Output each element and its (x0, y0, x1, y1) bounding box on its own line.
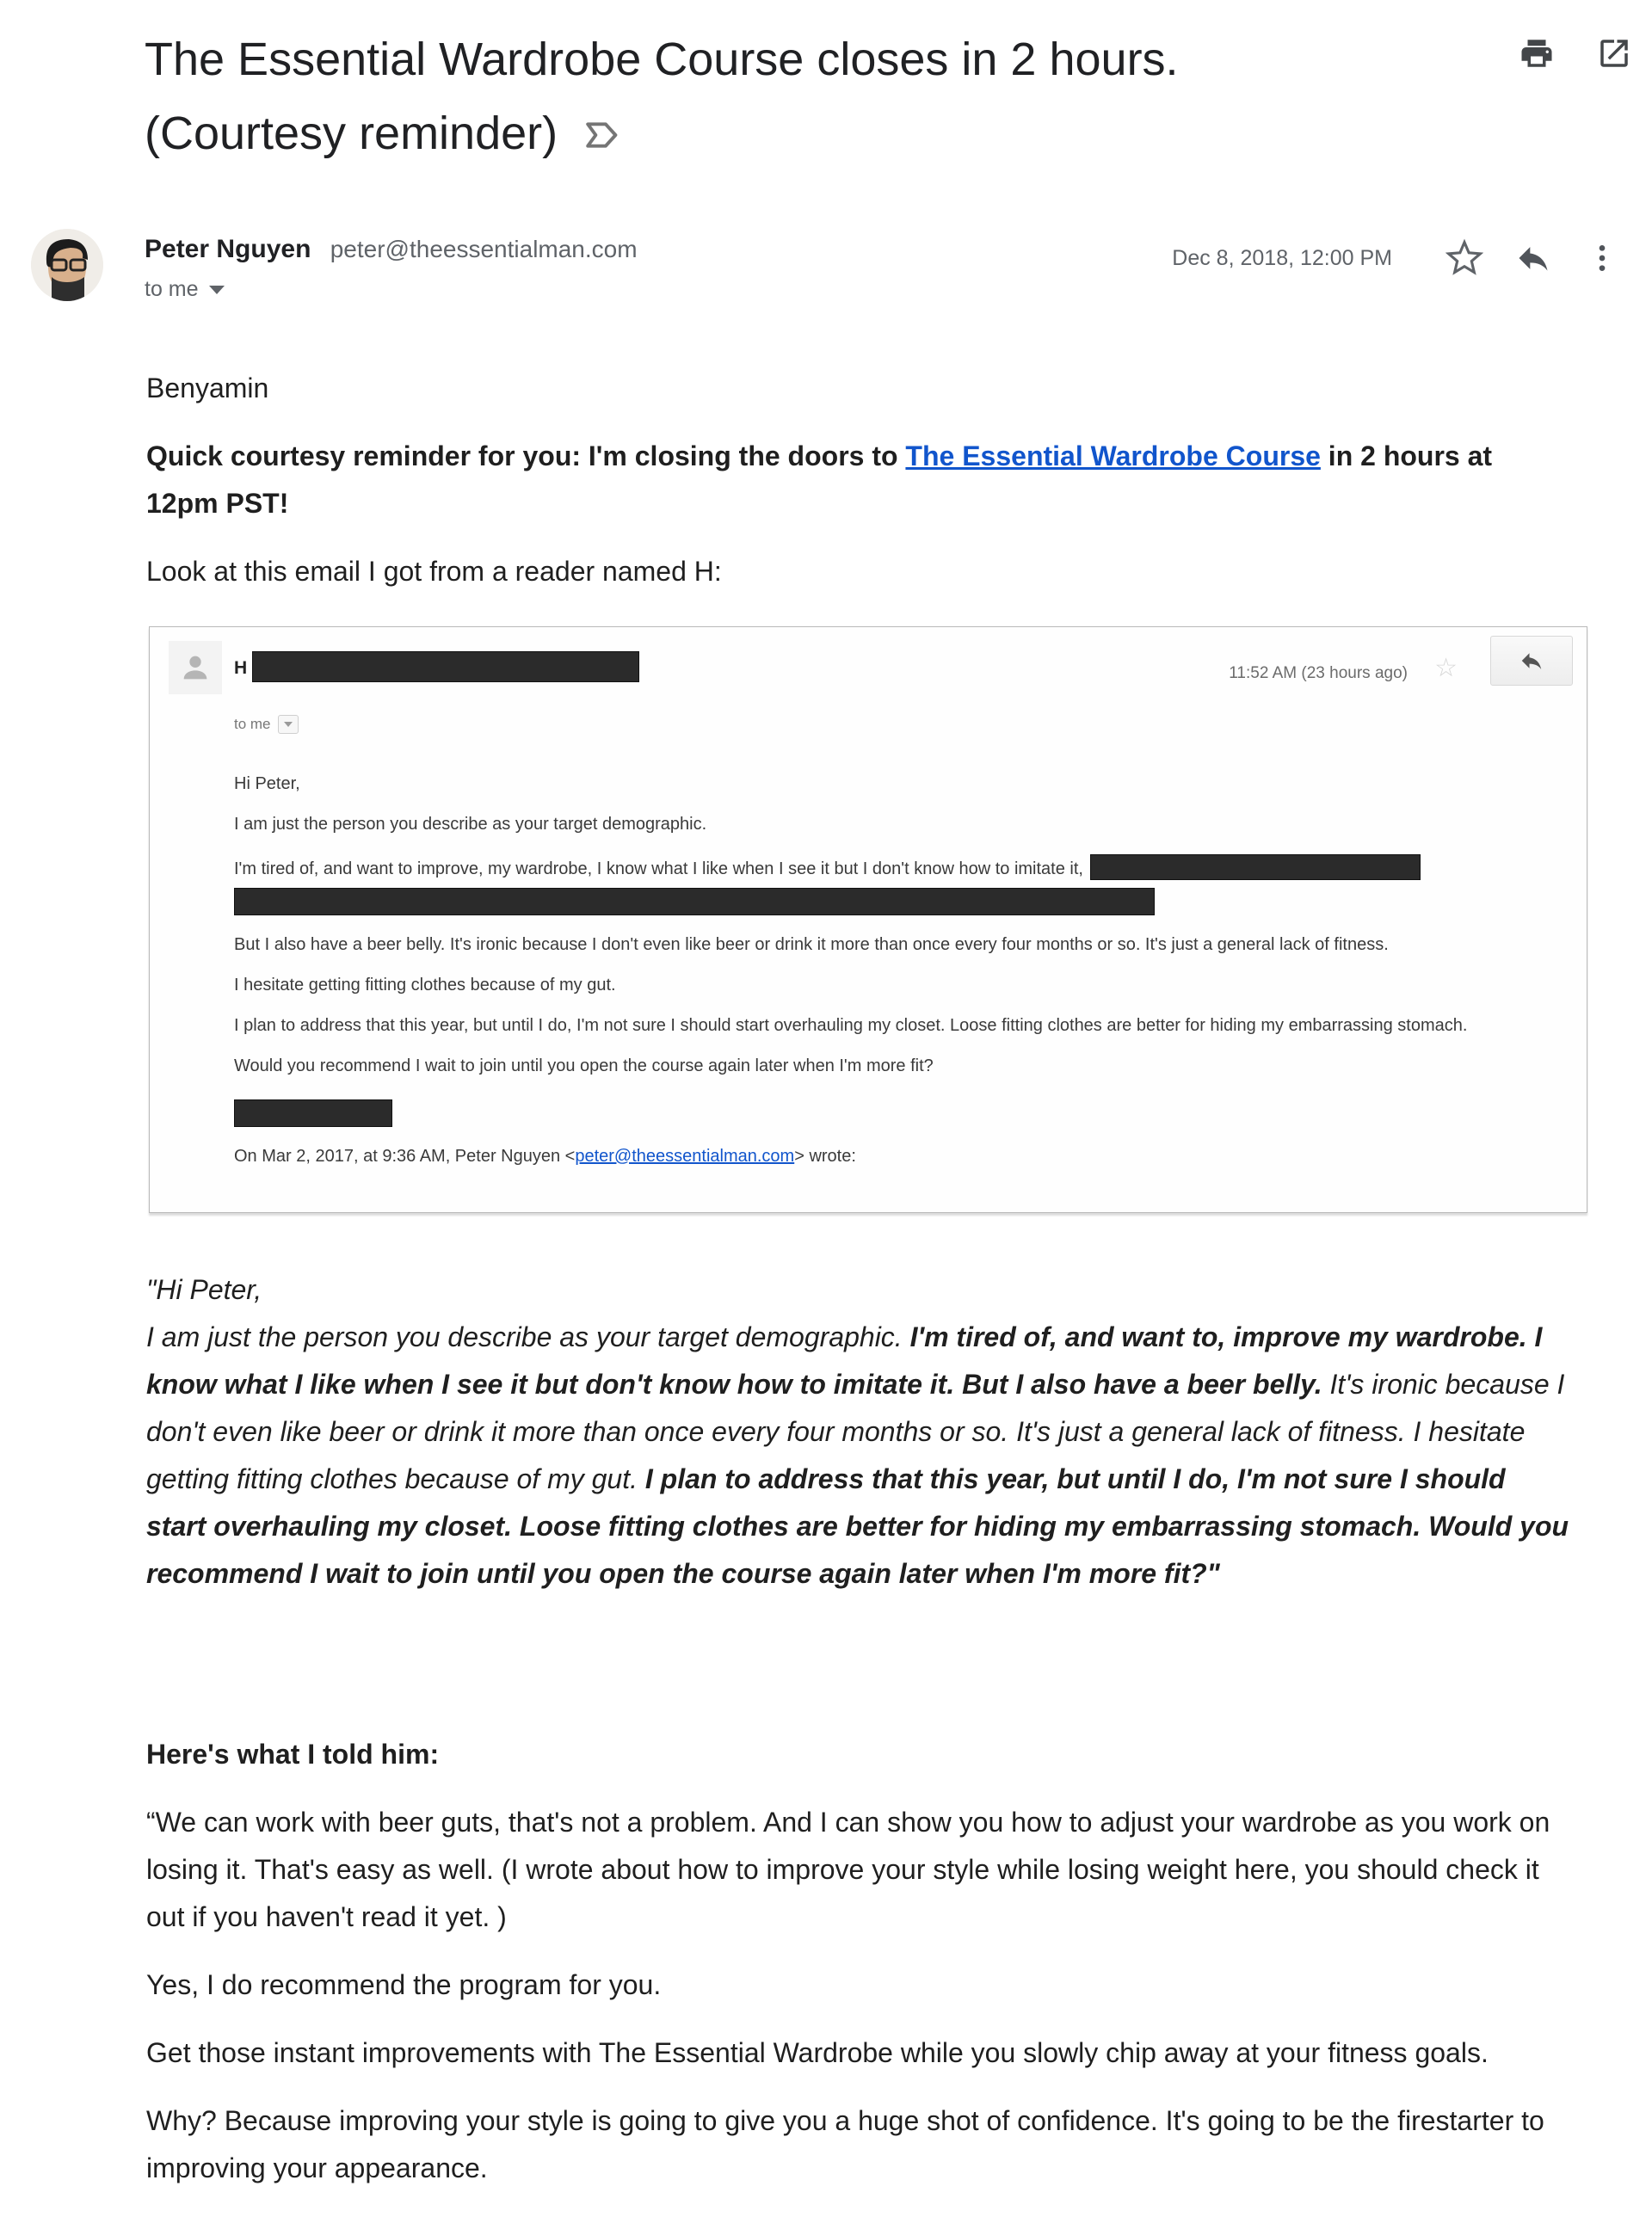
quote-seg-3: I'm tired of, and want to, improve my wardrobe. I know what I like when I see it but don't know how to imitate it. But I also have a beer belly. (146, 1321, 1543, 1400)
reminder-paragraph (146, 433, 1571, 527)
screenshot-time: 11:52 AM (23 hours ago) (1229, 664, 1408, 682)
reminder-text-after: in 2 hours at 12pm PST! (146, 440, 1493, 519)
screenshot-star-icon: ☆ (1434, 654, 1458, 682)
sender-block (145, 234, 638, 302)
reply-p1: “We can work with beer guts, that's not a problem. And I can show you how to adjust your wardrobe as you work on losing it. That's easy as well. (I wrote about how to improve your style while losing weight here, you should check it out if you haven't read it yet. ) (146, 1807, 1550, 1932)
screenshot-sender-initial: H (234, 658, 248, 678)
screenshot-p2: I am just the person you describe as your target demographic. (234, 815, 707, 834)
chevron-down-icon (209, 286, 225, 294)
reply-p4: Why? Because improving your style is going to give you a huge shot of confidence. It's going to be the firestarter to improving your appearance. (146, 2105, 1544, 2183)
reminder-text-before: Quick courtesy reminder for you: I'm closing the doors to (146, 440, 906, 471)
look-line: Look at this email I got from a reader named H: (146, 556, 722, 587)
screenshot-p6: I plan to address that this year, but until I do, I'm not sure I should start overhauling my closet. Loose fitting clothes are better for hiding my embarrassing stomach. (234, 1016, 1468, 1035)
label-icon (580, 100, 620, 174)
screenshot-to-label: to me (234, 716, 271, 732)
star-icon[interactable] (1446, 239, 1483, 277)
subject-actions (1518, 34, 1633, 72)
redaction-bar-name (252, 651, 639, 682)
email-body (146, 344, 1571, 2213)
quote-seg-1: "Hi Peter, (146, 1274, 262, 1305)
header-actions (1172, 239, 1637, 277)
screenshot-p5: I hesitate getting fitting clothes because of my gut. (234, 976, 616, 995)
course-link[interactable]: The Essential Wardrobe Course (905, 440, 1321, 471)
quote-header-before: On Mar 2, 2017, at 9:36 AM, Peter Nguyen < (234, 1147, 576, 1166)
reader-email-screenshot (149, 626, 1587, 1213)
screenshot-p4: But I also have a beer belly. It's ironic because I don't even like beer or drink it more than once every four months or so. It's just a general lack of fitness. (234, 935, 1389, 954)
reply-icon[interactable] (1514, 239, 1552, 277)
screenshot-email-link: peter@theessentialman.com (575, 1147, 795, 1166)
to-me-label: to me (145, 277, 199, 301)
more-options-icon[interactable] (1583, 239, 1621, 277)
sender-name: Peter Nguyen (145, 235, 311, 263)
quote-seg-5: I plan to address that this year, but until I do, I'm not sure I should start overhauling my closet. Loose fitting clothes are better for hiding my embarrassing stomach. Would you recommend I wait to join until you open the course again later when I'm more fit?" (146, 1463, 1569, 1589)
screenshot-reply-button (1490, 636, 1573, 686)
told-him-heading: Here's what I told him: (146, 1739, 440, 1770)
quote-seg-2: I am just the person you describe as your target demographic. (146, 1321, 910, 1352)
person-silhouette-icon (169, 641, 222, 694)
quote-seg-4: It's ironic because I don't even like beer or drink it more than once every four months or so. It's just a general lack of fitness. I hesitate getting fitting clothes because of my gut. (146, 1369, 1565, 1494)
email-subject (145, 22, 1487, 174)
subject-line-1: The Essential Wardrobe Course closes in 2 hours. (145, 34, 1179, 85)
screenshot-p7: Would you recommend I wait to join until you open the course again later when I'm more fit? (234, 1056, 934, 1075)
reply-p3: Get those instant improvements with The Essential Wardrobe while you slowly chip away at your fitness goals. (146, 2037, 1489, 2068)
screenshot-p3 (234, 854, 1566, 915)
to-me-dropdown[interactable] (145, 277, 638, 302)
screenshot-p1: Hi Peter, (234, 774, 300, 793)
greeting: Benyamin (146, 373, 269, 403)
screenshot-p3-text: I'm tired of, and want to improve, my wardrobe, I know what I like when I see it but I don't know how to imitate it, (234, 859, 1083, 878)
sender-avatar[interactable] (31, 229, 103, 301)
print-icon[interactable] (1518, 34, 1556, 72)
subject-line-2: (Courtesy reminder) (145, 108, 558, 159)
sender-email: peter@theessentialman.com (330, 236, 638, 262)
reply-p2: Yes, I do recommend the program for you. (146, 1969, 662, 2000)
message-date: Dec 8, 2018, 12:00 PM (1172, 245, 1392, 270)
open-in-new-icon[interactable] (1595, 34, 1633, 72)
reader-quote (146, 1266, 1571, 1598)
redaction-bar-signature (234, 1099, 392, 1127)
redaction-bar-full-line (234, 888, 1155, 915)
screenshot-body (234, 773, 1566, 1167)
quote-header-after: > wrote: (794, 1147, 856, 1166)
screenshot-quote-header (234, 1146, 1566, 1167)
redaction-bar-line-end (1090, 854, 1421, 880)
mini-dropdown-icon (278, 715, 299, 734)
